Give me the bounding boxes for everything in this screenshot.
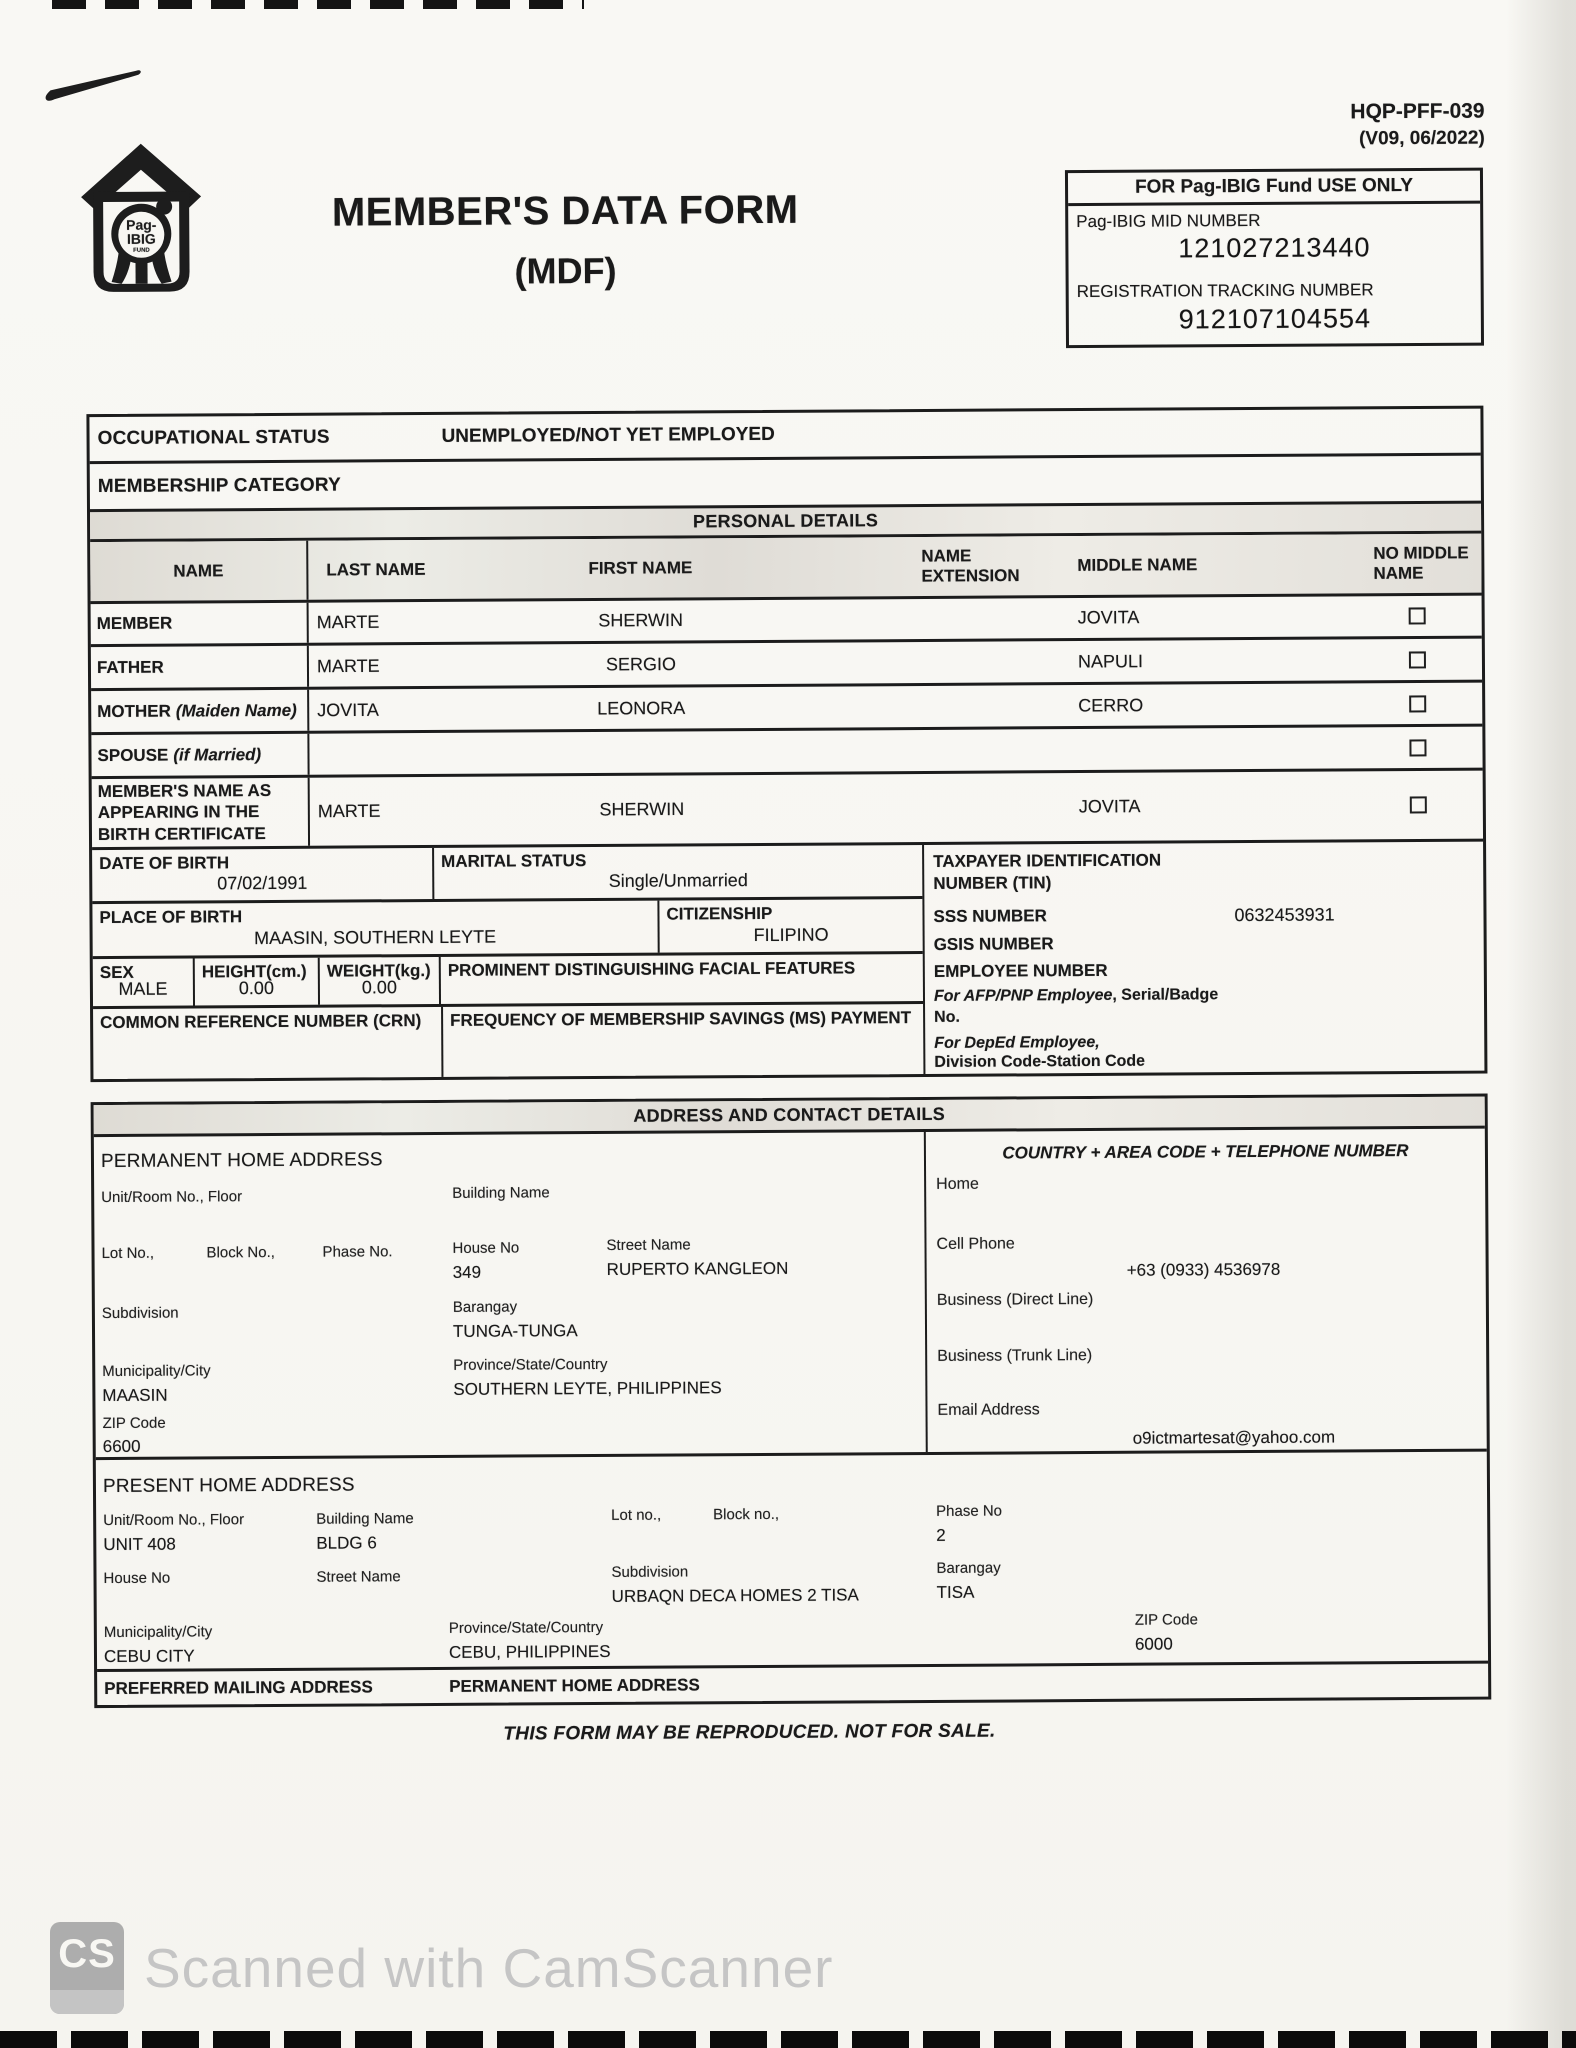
- no-middle-name-checkbox[interactable]: [1409, 651, 1426, 668]
- pres-province-label: Province/State/Country: [448, 1618, 604, 1637]
- perm-province-value: SOUTHERN LEYTE, PHILIPPINES: [453, 1378, 722, 1399]
- pres-barangay-label: Barangay: [936, 1559, 1001, 1577]
- address-section-header: ADDRESS AND CONTACT DETAILS: [94, 1097, 1485, 1137]
- place-of-birth-label: PLACE OF BIRTH: [99, 907, 243, 928]
- personal-details-header: PERSONAL DETAILS: [90, 504, 1481, 542]
- pres-unit-value: UNIT 408: [103, 1534, 176, 1555]
- member-middle-name: JOVITA: [1077, 607, 1140, 628]
- citizenship-label: CITIZENSHIP: [666, 903, 773, 924]
- office-use-title: FOR Pag-IBIG Fund USE ONLY: [1068, 171, 1480, 207]
- perm-lot-label: Lot No.,: [101, 1244, 155, 1263]
- father-first-name: SERGIO: [605, 653, 677, 674]
- pres-block-label: Block no.,: [713, 1505, 780, 1524]
- perm-house-label: House No: [452, 1239, 520, 1257]
- height-value: 0.00: [238, 977, 274, 999]
- perm-building-label: Building Name: [452, 1184, 550, 1202]
- perm-municipality-value: MAASIN: [102, 1385, 168, 1406]
- height-cell: [195, 958, 320, 1006]
- form-title-line2: (MDF): [514, 249, 617, 292]
- father-last-name: MARTE: [316, 655, 380, 676]
- member-last-name: MARTE: [316, 611, 380, 633]
- facial-features-label: PROMINENT DISTINGUISHING FACIAL FEATURES: [447, 958, 856, 980]
- contact-details-area: [924, 1129, 1487, 1452]
- row-birth-certificate-label: MEMBER'S NAME AS APPEARING IN THE BIRTH CERTIFICATE: [92, 778, 310, 847]
- citizenship-cell: [659, 899, 922, 953]
- column-name: NAME: [90, 541, 308, 601]
- birthcert-middle-name: JOVITA: [1078, 796, 1141, 817]
- place-of-birth-cell: [92, 901, 659, 956]
- weight-label: WEIGHT(kg.): [326, 961, 431, 981]
- address-contact-box: [91, 1094, 1492, 1709]
- birthcert-first-name: SHERWIN: [599, 798, 685, 820]
- column-middle-name: MIDDLE NAME: [1077, 554, 1198, 575]
- present-address-area: [96, 1449, 1488, 1669]
- perm-block-label: Block No.,: [206, 1243, 275, 1262]
- perm-municipality-label: Municipality/City: [102, 1362, 211, 1381]
- mid-number-label: Pag-IBIG MID NUMBER: [1076, 210, 1261, 232]
- perm-barangay-label: Barangay: [452, 1298, 518, 1316]
- weight-cell: [320, 957, 441, 1005]
- camscanner-logo-icon: CS: [50, 1922, 124, 2014]
- pres-municipality-label: Municipality/City: [103, 1623, 213, 1642]
- perm-street-value: RUPERTO KANGLEON: [606, 1258, 789, 1279]
- form-title: [165, 187, 966, 295]
- row-mother-label: MOTHER (Maiden Name): [91, 690, 309, 732]
- tracking-number-value: 912107104554: [1178, 303, 1372, 335]
- preferred-mailing-value: PERMANENT HOME ADDRESS: [449, 1674, 700, 1696]
- ms-frequency-label: FREQUENCY OF MEMBERSHIP SAVINGS (MS) PAYMENT: [450, 1008, 912, 1030]
- crn-cell: [93, 1007, 443, 1079]
- permanent-address-area: [94, 1132, 926, 1457]
- row-birth-certificate-name: [92, 771, 1483, 850]
- government-ids-column: [922, 842, 1484, 1074]
- telephone-header: COUNTRY + AREA CODE + TELEPHONE NUMBER: [1002, 1141, 1409, 1163]
- perm-street-label: Street Name: [606, 1236, 691, 1254]
- pres-zip-label: ZIP Code: [1134, 1611, 1198, 1629]
- mother-last-name: JOVITA: [317, 699, 379, 720]
- sex-value: MALE: [118, 978, 168, 999]
- permanent-address-title: PERMANENT HOME ADDRESS: [100, 1149, 383, 1173]
- perm-zip-value: 6600: [102, 1436, 141, 1457]
- pres-unit-label: Unit/Room No., Floor: [103, 1511, 245, 1530]
- home-phone-label: Home: [936, 1175, 979, 1193]
- membership-category-label: MEMBERSHIP CATEGORY: [97, 474, 342, 497]
- deped-note-line2: Division Code-Station Code: [934, 1052, 1146, 1071]
- perm-phase-label: Phase No.: [322, 1243, 393, 1261]
- scan-artifact-bottom-dashes: [0, 2031, 1576, 2048]
- perm-unit-label: Unit/Room No., Floor: [101, 1188, 243, 1207]
- svg-text:Pag-: Pag-: [126, 216, 157, 233]
- no-middle-name-checkbox[interactable]: [1410, 796, 1427, 813]
- birth-and-ids-section: [92, 842, 1484, 1079]
- column-first-name: FIRST NAME: [588, 557, 693, 578]
- mid-number-value: 121027213440: [1178, 232, 1371, 264]
- date-of-birth-label: DATE OF BIRTH: [99, 853, 230, 874]
- spouse-first-name: [546, 752, 736, 753]
- svg-text:IBIG: IBIG: [126, 230, 156, 247]
- crn-label: COMMON REFERENCE NUMBER (CRN): [100, 1011, 422, 1033]
- row-spouse-label: SPOUSE (if Married): [91, 734, 309, 776]
- business-trunk-label: Business (Trunk Line): [937, 1346, 1093, 1365]
- sss-number-value: 0632453931: [1234, 904, 1335, 926]
- mother-first-name: LEONORA: [597, 697, 686, 718]
- pres-phase-label: Phase No: [936, 1502, 1003, 1520]
- pres-province-value: CEBU, PHILIPPINES: [448, 1641, 611, 1662]
- email-label: Email Address: [937, 1401, 1040, 1419]
- cell-phone-label: Cell Phone: [936, 1235, 1015, 1253]
- column-no-middle-name: NO MIDDLE NAME: [1373, 542, 1469, 583]
- occupational-status-label: OCCUPATIONAL STATUS: [97, 426, 330, 450]
- no-middle-name-checkbox[interactable]: [1409, 739, 1426, 756]
- form-code-number: HQP-PFF-039: [1350, 99, 1485, 124]
- reproduction-note: THIS FORM MAY BE REPRODUCED. NOT FOR SALE.: [503, 1720, 996, 1745]
- perm-barangay-value: TUNGA-TUNGA: [452, 1321, 578, 1341]
- pres-building-label: Building Name: [316, 1510, 414, 1528]
- membership-category-row: [90, 456, 1481, 512]
- office-use-box: [1065, 168, 1484, 349]
- sex-label: SEX: [99, 962, 134, 983]
- pres-municipality-value: CEBU CITY: [103, 1646, 195, 1667]
- camscanner-watermark: Scanned with CamScanner: [144, 1937, 834, 1999]
- present-address-title: PRESENT HOME ADDRESS: [102, 1474, 355, 1498]
- no-middle-name-checkbox[interactable]: [1409, 607, 1426, 624]
- row-member-label: MEMBER: [91, 603, 309, 644]
- birthcert-last-name: MARTE: [317, 800, 381, 822]
- pres-street-label: Street Name: [316, 1568, 401, 1586]
- date-of-birth-value: 07/02/1991: [217, 872, 308, 894]
- marital-status-value: Single/Unmarried: [608, 870, 748, 891]
- perm-province-label: Province/State/Country: [453, 1355, 608, 1374]
- pres-barangay-value: TISA: [936, 1582, 975, 1602]
- pres-building-value: BLDG 6: [316, 1533, 377, 1553]
- tracking-number-label: REGISTRATION TRACKING NUMBER: [1076, 280, 1374, 302]
- sex-cell: [93, 958, 195, 1006]
- name-table-header-row: [90, 534, 1481, 604]
- email-value: o9ictmartesat@yahoo.com: [1132, 1427, 1336, 1448]
- form-code: [1350, 98, 1485, 153]
- no-middle-name-checkbox[interactable]: [1409, 695, 1426, 712]
- father-middle-name: NAPULI: [1077, 650, 1144, 672]
- svg-text:FUND: FUND: [133, 247, 150, 254]
- pres-house-label: House No: [103, 1569, 171, 1588]
- facial-features-cell: [441, 954, 923, 1004]
- gsis-number-label: GSIS NUMBER: [933, 934, 1054, 954]
- pres-subdivision-label: Subdivision: [611, 1563, 689, 1581]
- personal-details-box: [86, 406, 1487, 1083]
- cell-phone-value: +63 (0933) 4536978: [1126, 1259, 1281, 1280]
- column-name-extension: NAME EXTENSION: [921, 545, 1020, 586]
- date-of-birth-cell: [92, 848, 434, 901]
- afp-pnp-note: For AFP/PNP Employee, Serial/Badge: [933, 986, 1219, 1005]
- perm-house-value: 349: [452, 1262, 482, 1282]
- sss-number-label: SSS NUMBER: [933, 906, 1047, 926]
- tin-label: TAXPAYER IDENTIFICATION NUMBER (TIN): [933, 850, 1162, 894]
- form-title-line1: MEMBER'S DATA FORM: [331, 187, 799, 235]
- weight-value: 0.00: [361, 977, 397, 998]
- occupational-status-row: [89, 409, 1480, 464]
- citizenship-value: FILIPINO: [753, 924, 829, 946]
- perm-subdivision-label: Subdivision: [101, 1304, 179, 1323]
- occupational-status-value: UNEMPLOYED/NOT YET EMPLOYED: [441, 423, 775, 447]
- preferred-mailing-label: PREFERRED MAILING ADDRESS: [104, 1676, 373, 1698]
- pen-mark: [40, 62, 144, 105]
- employee-number-label: EMPLOYEE NUMBER: [933, 960, 1108, 981]
- pres-subdivision-value: URBAQN DECA HOMES 2 TISA: [611, 1585, 859, 1606]
- place-of-birth-value: MAASIN, SOUTHERN LEYTE: [254, 926, 497, 949]
- perm-zip-label: ZIP Code: [102, 1414, 166, 1433]
- marital-status-cell: [434, 845, 922, 899]
- form-code-version: (V09, 06/2022): [1358, 127, 1485, 150]
- pres-zip-value: 6000: [1134, 1634, 1173, 1654]
- column-last-name: LAST NAME: [326, 559, 426, 579]
- pres-lot-label: Lot no.,: [611, 1506, 662, 1524]
- afp-pnp-note-line2: No.: [934, 1008, 960, 1026]
- office-use-body: [1068, 204, 1481, 346]
- pres-phase-value: 2: [936, 1525, 946, 1545]
- deped-note: For DepEd Employee,: [934, 1033, 1100, 1052]
- row-father-label: FATHER: [91, 646, 309, 688]
- mother-middle-name: CERRO: [1078, 694, 1144, 716]
- ms-frequency-cell: [443, 1004, 923, 1077]
- business-direct-label: Business (Direct Line): [936, 1290, 1094, 1309]
- member-first-name: SHERWIN: [598, 609, 684, 631]
- preferred-mailing-row: [97, 1661, 1488, 1705]
- marital-status-label: MARITAL STATUS: [441, 851, 587, 871]
- height-label: HEIGHT(cm.): [201, 961, 307, 982]
